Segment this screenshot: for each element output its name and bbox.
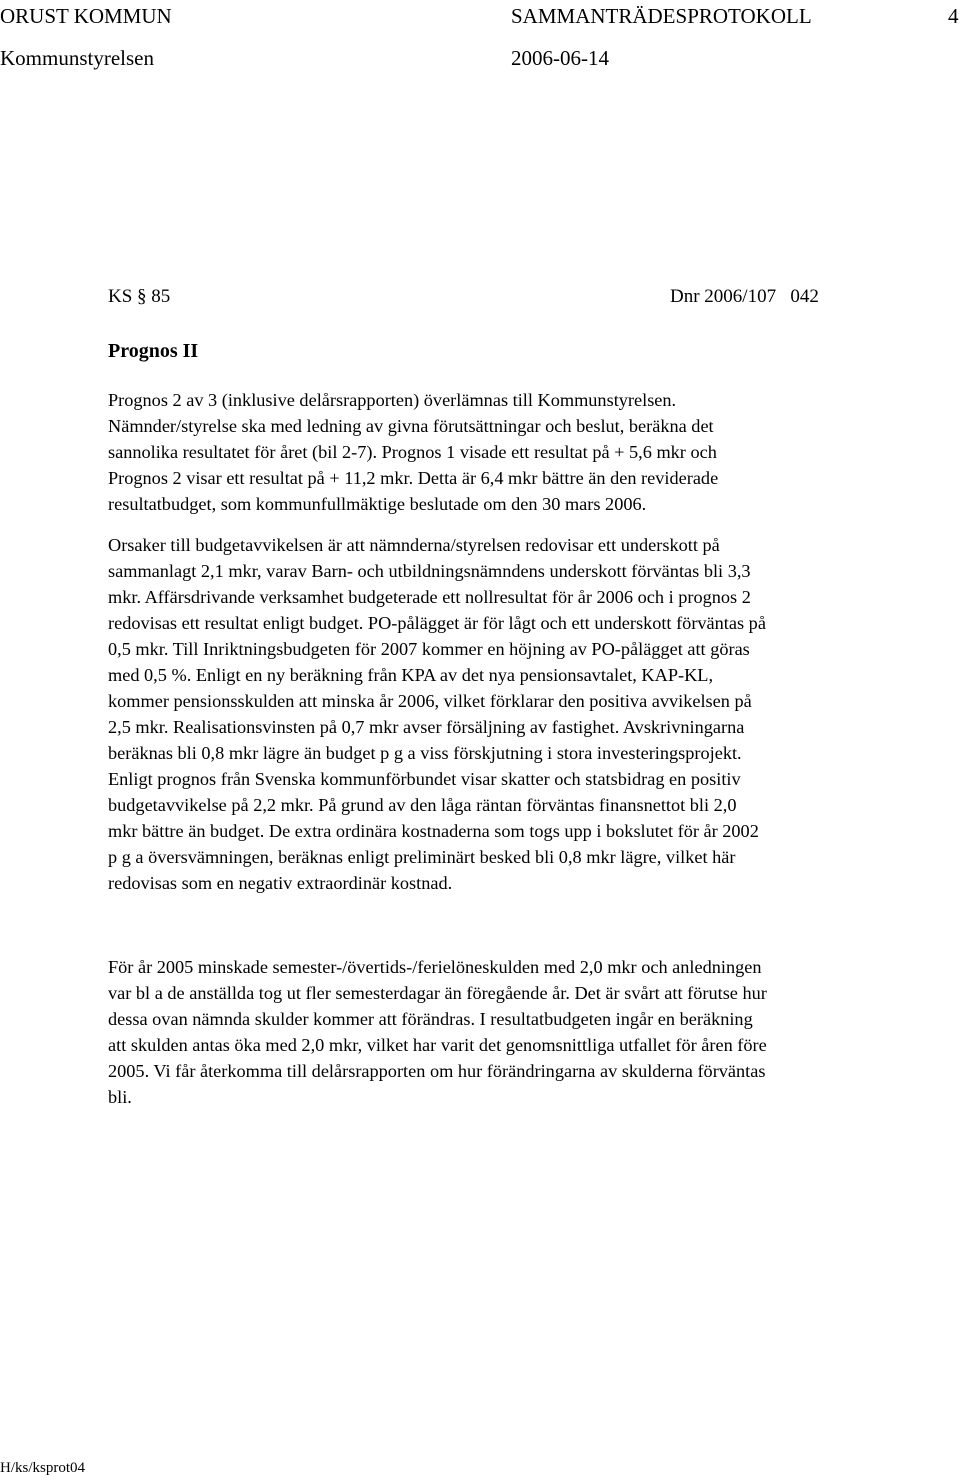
text-line: beräknas bli 0,8 mkr lägre än budget p g a viss förskjutning i stora investeringsprojekt. — [108, 743, 742, 763]
text-line: För år 2005 minskade semester-/övertids-/ferielöneskulden med 2,0 mkr och anledningen — [108, 957, 762, 977]
text-line: Prognos 2 visar ett resultat på + 11,2 mkr. Detta är 6,4 mkr bättre än den reviderade — [108, 468, 719, 488]
text-line: budgetavvikelse på 2,2 mkr. På grund av den låga räntan förväntas finansnettot bli 2,0 — [108, 795, 737, 815]
org-name: ORUST KOMMUN — [0, 4, 172, 28]
text-line: 2,5 mkr. Realisationsvinsten på 0,7 mkr avser försäljning av fastighet. Avskrivningarna — [108, 717, 745, 737]
text-line: mkr bättre än budget. De extra ordinära kostnaderna som togs upp i bokslutet för år 2002 — [108, 821, 759, 841]
case-paragraph: KS § 85 — [108, 286, 171, 307]
text-line: att skulden antas öka med 2,0 mkr, vilket har varit det genomsnittliga utfallet för åren före — [108, 1035, 767, 1055]
text-line: dessa ovan nämnda skulder kommer att förändras. I resultatbudgeten ingår en beräkning — [108, 1009, 753, 1029]
footer-path: H/ks/ksprot04 — [0, 1460, 86, 1476]
text-line: Prognos 2 av 3 (inklusive delårsrapporten) överlämnas till Kommunstyrelsen. — [108, 390, 677, 410]
meeting-date: 2006-06-14 — [511, 46, 609, 70]
document-type: SAMMANTRÄDESPROTOKOLL — [511, 4, 812, 28]
paragraph-3 — [108, 954, 938, 1110]
text-line: mkr. Affärsdrivande verksamhet budgeterade ett nollresultat för år 2006 och i prognos 2 — [108, 587, 751, 607]
text-line: Enligt prognos från Svenska kommunförbundet visar skatter och statsbidrag en positiv — [108, 769, 741, 789]
text-line: p g a översvämningen, beräknas enligt preliminärt besked bli 0,8 mkr lägre, vilket här — [108, 847, 736, 867]
case-title: Prognos II — [108, 340, 199, 362]
paragraph-2 — [108, 532, 938, 896]
text-line: 2005. Vi får återkomma till delårsrapporten om hur förändringarna av skulderna förväntas — [108, 1061, 766, 1081]
page-number: 4 — [948, 4, 959, 28]
case-dnr: Dnr 2006/107 042 — [670, 286, 819, 307]
text-line: med 0,5 %. Enligt en ny beräkning från KPA av det nya pensionsavtalet, KAP-KL, — [108, 665, 714, 685]
text-line: Nämnder/styrelse ska med ledning av givna förutsättningar och beslut, beräkna det — [108, 416, 714, 436]
text-line: Orsaker till budgetavvikelsen är att nämnderna/styrelsen redovisar ett underskott på — [108, 535, 720, 555]
committee-name: Kommunstyrelsen — [0, 46, 154, 70]
text-line: 0,5 mkr. Till Inriktningsbudgeten för 2007 kommer en höjning av PO-pålägget att göras — [108, 639, 750, 659]
text-line: resultatbudget, som kommunfullmäktige beslutade om den 30 mars 2006. — [108, 494, 647, 514]
text-line: sannolika resultatet för året (bil 2-7). Prognos 1 visade ett resultat på + 5,6 mkr och — [108, 442, 717, 462]
text-line: bli. — [108, 1087, 132, 1107]
text-line: sammanlagt 2,1 mkr, varav Barn- och utbildningsnämndens underskott förväntas bli 3,3 — [108, 561, 751, 581]
text-line: kommer pensionsskulden att minska år 2006, vilket förklarar den positiva avvikelsen på — [108, 691, 752, 711]
paragraph-1 — [108, 387, 938, 517]
text-line: var bl a de anställda tog ut fler semesterdagar än föregående år. Det är svårt att förutse hur — [108, 983, 767, 1003]
text-line: redovisas som en negativ extraordinär kostnad. — [108, 873, 453, 893]
text-line: redovisas ett resultat enligt budget. PO-pålägget är för lågt och ett underskott förväntas på — [108, 613, 766, 633]
